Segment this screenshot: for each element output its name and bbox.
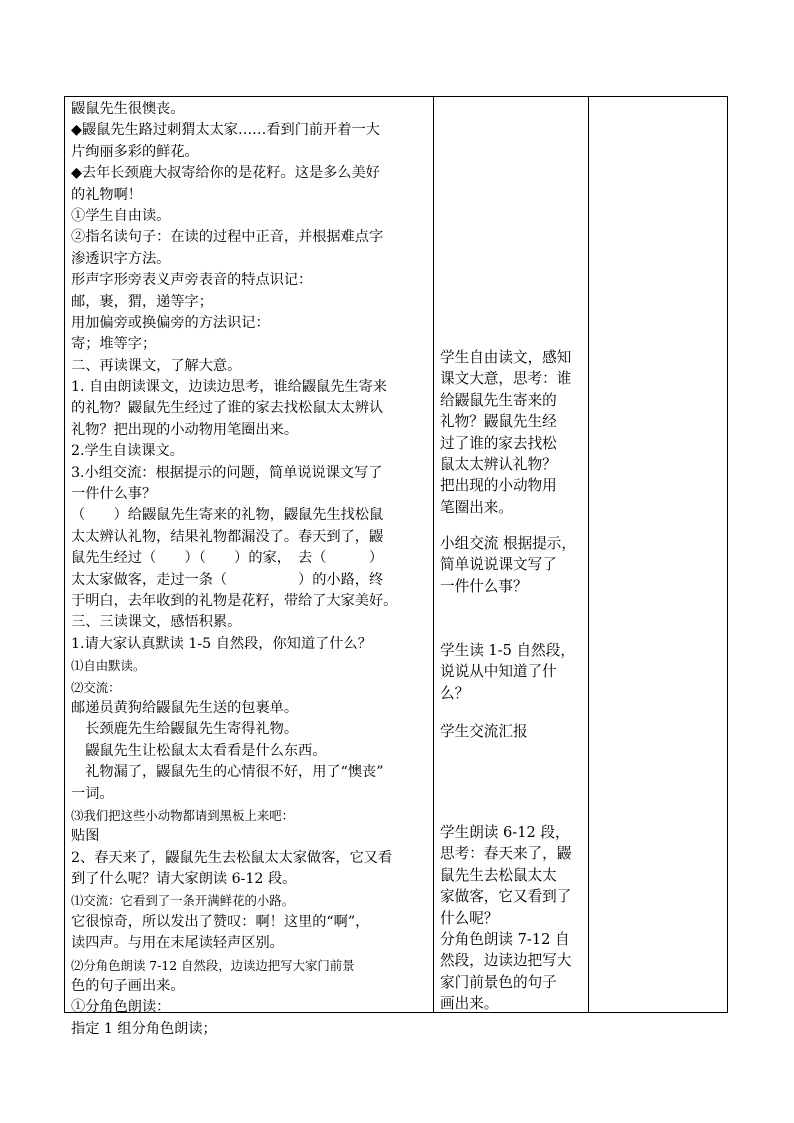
text-line: ⑴自由默读。 [71,658,146,674]
lesson-plan-table [64,96,728,1037]
text-line: 它很惊奇，所以发出了赞叹：啊！这里的“啊”， [71,913,370,930]
text-line: 思考：春天来了，鼹 [440,845,572,863]
text-line: 学生自由读文，感知 [440,349,572,366]
student-activity-cell [434,97,588,1012]
text-line: 然段，边读边把写大 [440,952,572,970]
text-line: 长颈鹿先生给鼹鼠先生寄得礼物。 [71,721,299,738]
text-line: 什么呢？ [440,909,499,927]
text-line: ①分角色朗读： [71,999,171,1016]
text-line: 家门前景色的句子 [440,973,557,991]
text-line: 学生读 1-5 自然段， [440,642,575,659]
text-line: 笔圈出来。 [440,498,513,516]
text-line: ⑵分角色朗读 7-12 自然段，边读边把写大家门前景 [71,957,355,973]
text-line: 一件什么事？ [71,486,157,503]
text-line: 邮，裹，猬，递等字； [71,293,213,310]
text-line: 到了什么呢？请大家朗读 6-12 段。 [71,871,297,888]
text-line: （ ）给鼹鼠先生寄来的礼物，鼹鼠先生找松鼠 [71,507,384,524]
text-line: ⑵交流： [71,679,121,695]
text-line: 课文大意，思考：谁 [440,370,572,388]
text-line: 1.请大家认真默读 1-5 自然段，你知道了什么？ [71,635,372,652]
text-line: 形声字形旁表义声旁表音的特点识记： [71,272,313,289]
text-line: 说说从中知道了什 [440,663,557,681]
text-line: 3.小组交流：根据提示的问题，简单说说课文写了 [71,464,383,481]
text-line: 鼠太太辨认礼物？ [440,455,557,473]
text-line: 分角色朗读 7-12 自 [440,930,570,948]
text-line: 寄；堆等字； [71,336,157,353]
text-line: 1. 自由朗读课文，边读边思考，谁给鼹鼠先生寄来 [71,379,387,396]
text-line: ②指名读句子：在读的过程中正音，并根据难点字 [71,229,384,246]
text-line: 2.学生自读课文。 [71,443,184,460]
text-line: ⑶我们把这些小动物都请到黑板上来吧： [71,807,295,823]
text-line: 给鼹鼠先生寄来的 [440,391,557,409]
text-line: 小组交流 根据提示， [440,535,576,552]
text-line: 贴图 [71,828,100,845]
text-line: 于明白，去年收到的礼物是花籽，带给了大家美好。 [71,592,398,609]
text-line: 把出现的小动物用 [440,477,557,495]
text-line: 鼠先生去松鼠太太 [440,866,557,884]
text-line: 的礼物啊！ [71,186,142,203]
text-line: 的礼物？鼹鼠先生经过了谁的家去找松鼠太太辨认 [71,400,384,417]
text-line: 鼹鼠先生很懊丧。 [71,101,185,117]
text-line: 用加偏旁或换偏旁的方法识记： [71,314,270,331]
teacher-activity-cell [65,97,433,1037]
text-line: 学生交流汇报 [440,723,528,740]
text-line: 礼物？把出现的小动物用笔圈出来。 [71,421,299,438]
text-line: 画出来。 [440,995,499,1013]
text-line: 家做客，它又看到了 [440,888,572,906]
text-line: 二、再读课文，了解大意。 [71,357,242,374]
student-block-4 [440,721,586,742]
text-line: 鼹鼠先生让松鼠太太看看是什么东西。 [71,742,327,759]
text-line: ⑴交流：它看到了一条开满鲜花的小路。 [71,893,295,909]
text-line: 鼠先生经过（ ）（ ）的家， 去（ ） [71,550,384,567]
text-line: 邮递员黄狗给鼹鼠先生送的包裹单。 [71,699,299,716]
text-line: ◆去年长颈鹿大叔寄给你的是花籽。这是多么美好 [71,165,380,182]
text-line: 么？ [440,684,470,702]
student-block-3 [440,640,586,704]
student-block-2 [440,533,586,597]
student-block-1 [440,347,586,518]
text-line: 学生朗读 6-12 段， [440,824,570,841]
text-line: 一件什么事？ [440,577,528,595]
text-line: 指定 1 组分角色朗读； [71,1020,217,1037]
text-line: 简单说说课文写了 [440,556,557,574]
text-line: ◆鼹鼠先生路过刺猬太太家……看到门前开着一大 [71,122,380,139]
notes-cell [589,97,727,1012]
student-block-5 [440,822,586,1015]
text-line: 太太家做客，走过一条（ ）的小路，终 [71,571,384,588]
text-line: 读四声。与用在末尾读轻声区别。 [71,935,284,952]
text-line: 过了谁的家去找松 [440,434,557,452]
text-line: 三、三读课文，感悟积累。 [71,614,242,631]
text-line: 一词。 [71,785,114,802]
text-line: 礼物漏了，鼹鼠先生的心情很不好，用了“懊丧” [71,764,384,781]
text-line: 色的句子画出来。 [71,978,185,995]
text-line: 太太辨认礼物，结果礼物都漏没了。春天到了，鼹 [71,528,384,545]
text-line: ①学生自由读。 [71,207,171,224]
text-line: 片绚丽多彩的鲜花。 [71,143,199,160]
text-line: 渗透识字方法。 [71,250,171,267]
text-line: 2、春天来了，鼹鼠先生去松鼠太太家做客，它又看 [71,849,393,866]
text-line: 礼物？鼹鼠先生经 [440,413,557,431]
